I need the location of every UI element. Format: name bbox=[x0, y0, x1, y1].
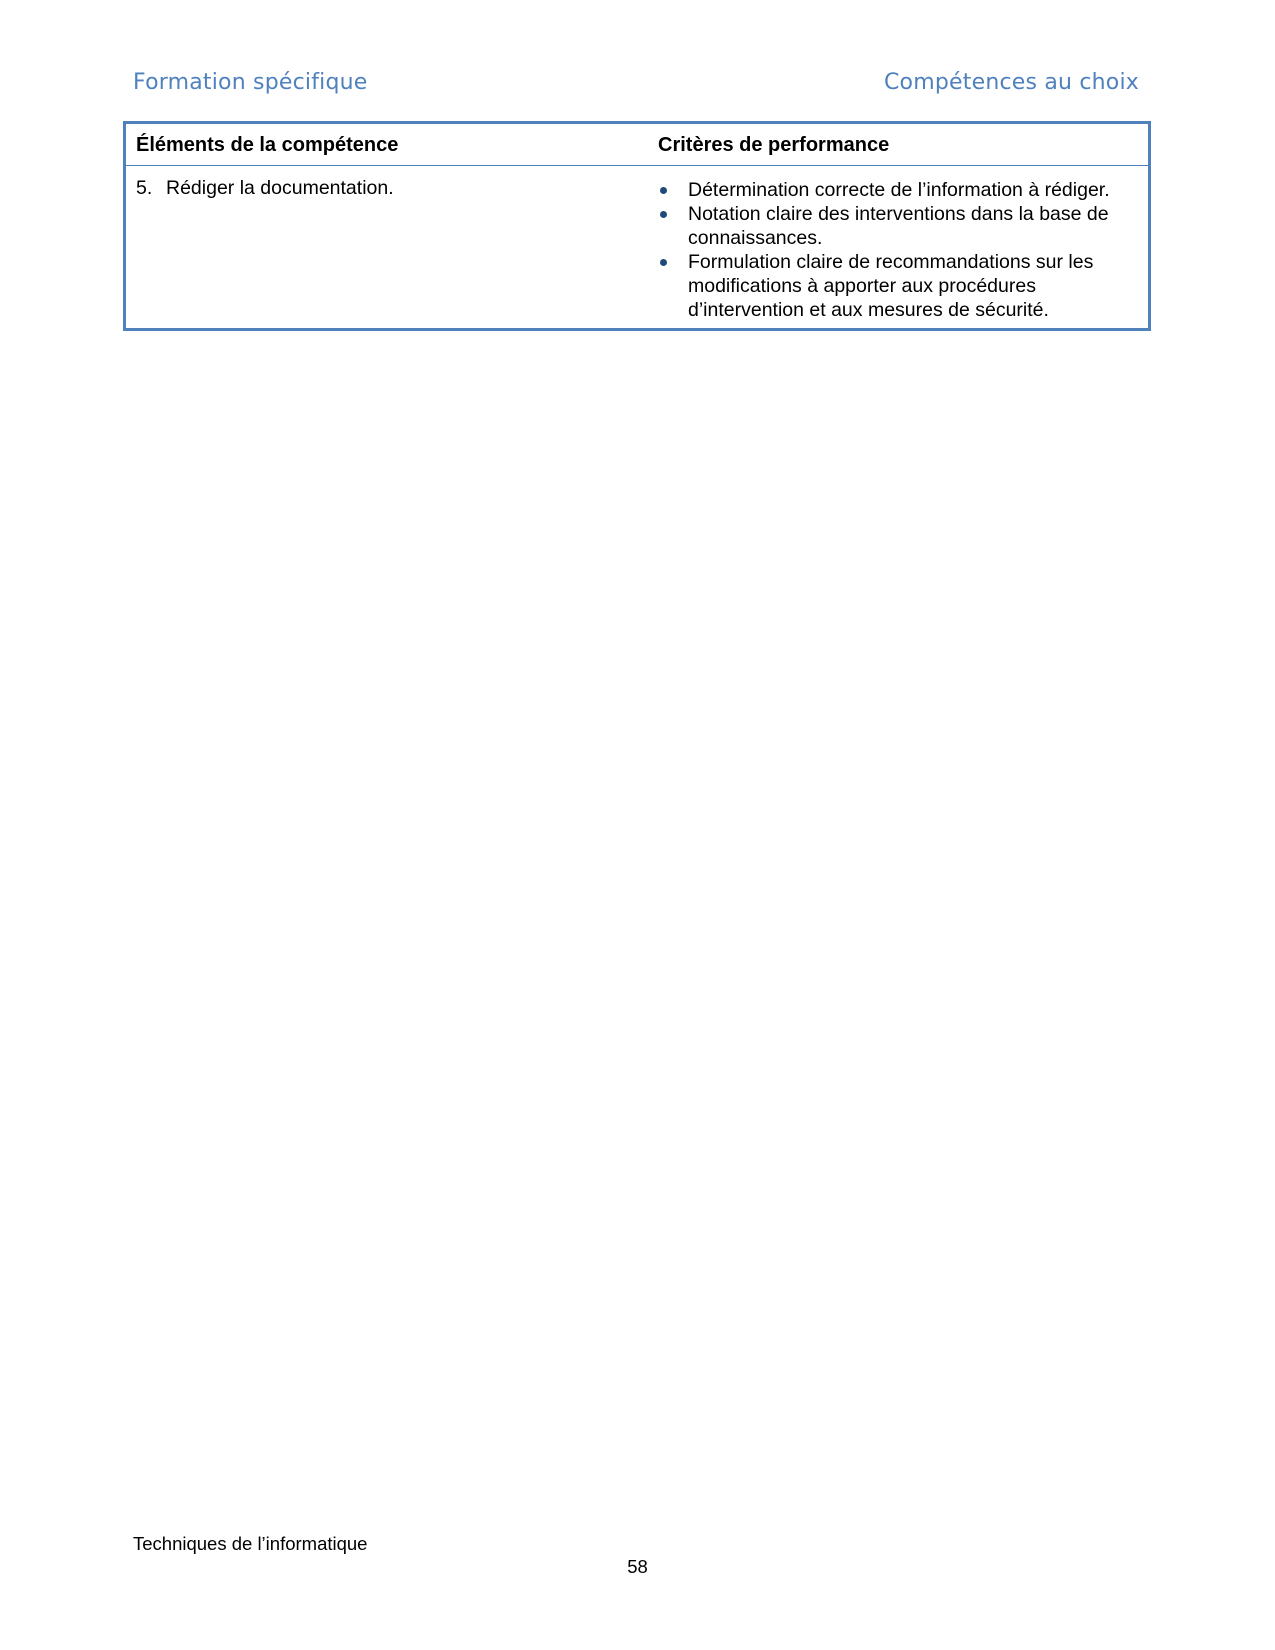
element-text: Rédiger la documentation. bbox=[166, 177, 394, 199]
criteria-item bbox=[658, 202, 1138, 250]
column-header-elements: Éléments de la compétence bbox=[125, 123, 649, 166]
criteria-text: Formulation claire de recommandations sur les modifications à apporter aux procédures d’intervention et aux mesures de sécurité. bbox=[688, 251, 1094, 321]
page-number: 58 bbox=[627, 1556, 648, 1577]
criteria-text: Détermination correcte de l’information à rédiger. bbox=[688, 179, 1110, 201]
header-section-title: Formation spécifique bbox=[133, 70, 368, 95]
element-number: 5. bbox=[136, 177, 153, 199]
criteria-cell bbox=[648, 166, 1150, 330]
criteria-item bbox=[658, 178, 1138, 202]
footer-program-name: Techniques de l’informatique bbox=[133, 1533, 368, 1554]
column-header-criteria: Critères de performance bbox=[648, 123, 1150, 166]
running-header bbox=[133, 70, 1139, 95]
competence-table bbox=[123, 121, 1151, 331]
element-cell bbox=[125, 166, 649, 330]
bullet-icon bbox=[660, 211, 667, 218]
table-header-row bbox=[125, 123, 1150, 166]
element-item bbox=[136, 176, 638, 200]
bullet-icon bbox=[660, 187, 667, 194]
bullet-icon bbox=[660, 259, 667, 266]
criteria-item bbox=[658, 250, 1138, 322]
header-subsection-title: Compétences au choix bbox=[884, 70, 1139, 95]
criteria-text: Notation claire des interventions dans la base de connaissances. bbox=[688, 203, 1109, 249]
criteria-list bbox=[658, 176, 1138, 322]
table-row bbox=[125, 166, 1150, 330]
